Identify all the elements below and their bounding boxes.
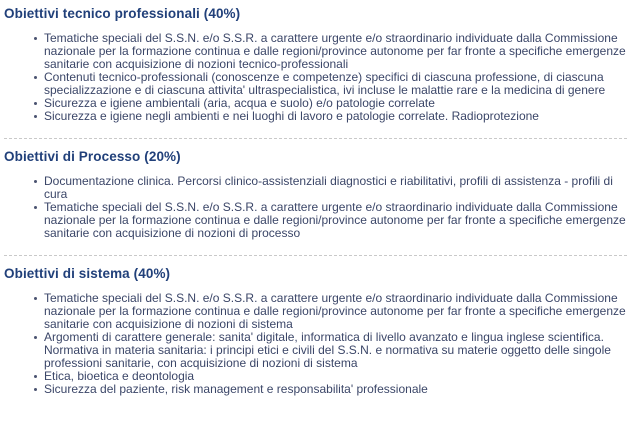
objectives-section (4, 267, 627, 396)
list-item: Documentazione clinica. Percorsi clinico-assistenziali diagnostici e riabilitativi, profili di assistenza - profili di cura (44, 175, 627, 201)
section-divider (4, 138, 627, 139)
section-title: Obiettivi di Processo (20%) (4, 149, 181, 164)
list-item: Sicurezza del paziente, risk management e responsabilita' professionale (44, 383, 627, 396)
list-item: Argomenti di carattere generale: sanita' digitale, informatica di livello avanzato e lingua inglese scientifica. Normativa in materia sanitaria: i principi etici e civili del S.S.N. e normativa su materie oggetto delle singole professioni sanitarie, con acquisizione di nozioni di sistema (44, 331, 627, 370)
list-item: Contenuti tecnico-professionali (conoscenze e competenze) specifici di ciascuna professione, di ciascuna specializzazione e di ciascuna attivita' ultraspecialistica, ivi incluse le malattie rare e la medicina di genere (44, 71, 627, 97)
objectives-section (4, 7, 627, 123)
list-item: Tematiche speciali del S.S.N. e/o S.S.R. a carattere urgente e/o straordinario individuate dalla Commissione nazionale per la formazione continua e dalle regioni/province autonome per far fronte a specifiche emergenze sanitarie con acquisizione di nozioni di sistema (44, 291, 626, 331)
objective-list (4, 32, 627, 123)
objective-list (4, 292, 627, 396)
section-divider (4, 255, 627, 256)
sections-container (4, 7, 627, 396)
list-item: Etica, bioetica e deontologia (44, 370, 627, 383)
list-item: Tematiche speciali del S.S.N. e/o S.S.R. a carattere urgente e/o straordinario individuate dalla Commissione nazionale per la formazione continua e dalle regioni/province autonome per far fronte a specifiche emergenze sanitarie con acquisizione di nozioni tecnico-professionali (44, 31, 626, 71)
list-item: Tematiche speciali del S.S.N. e/o S.S.R. a carattere urgente e/o straordinario individuate dalla Commissione nazionale per la formazione continua e dalle regioni/province autonome per far fronte a specifiche emergenze sanitarie con acquisizione di nozioni di processo (44, 200, 626, 240)
section-title: Obiettivi di sistema (40%) (4, 266, 171, 281)
objectives-section (4, 150, 627, 240)
list-item: Sicurezza e igiene ambientali (aria, acqua e suolo) e/o patologie correlate (44, 97, 627, 110)
objective-list (4, 175, 627, 240)
list-item: Sicurezza e igiene negli ambienti e nei luoghi di lavoro e patologie correlate. Radioprotezione (44, 110, 627, 123)
section-title: Obiettivi tecnico professionali (40%) (4, 6, 241, 21)
